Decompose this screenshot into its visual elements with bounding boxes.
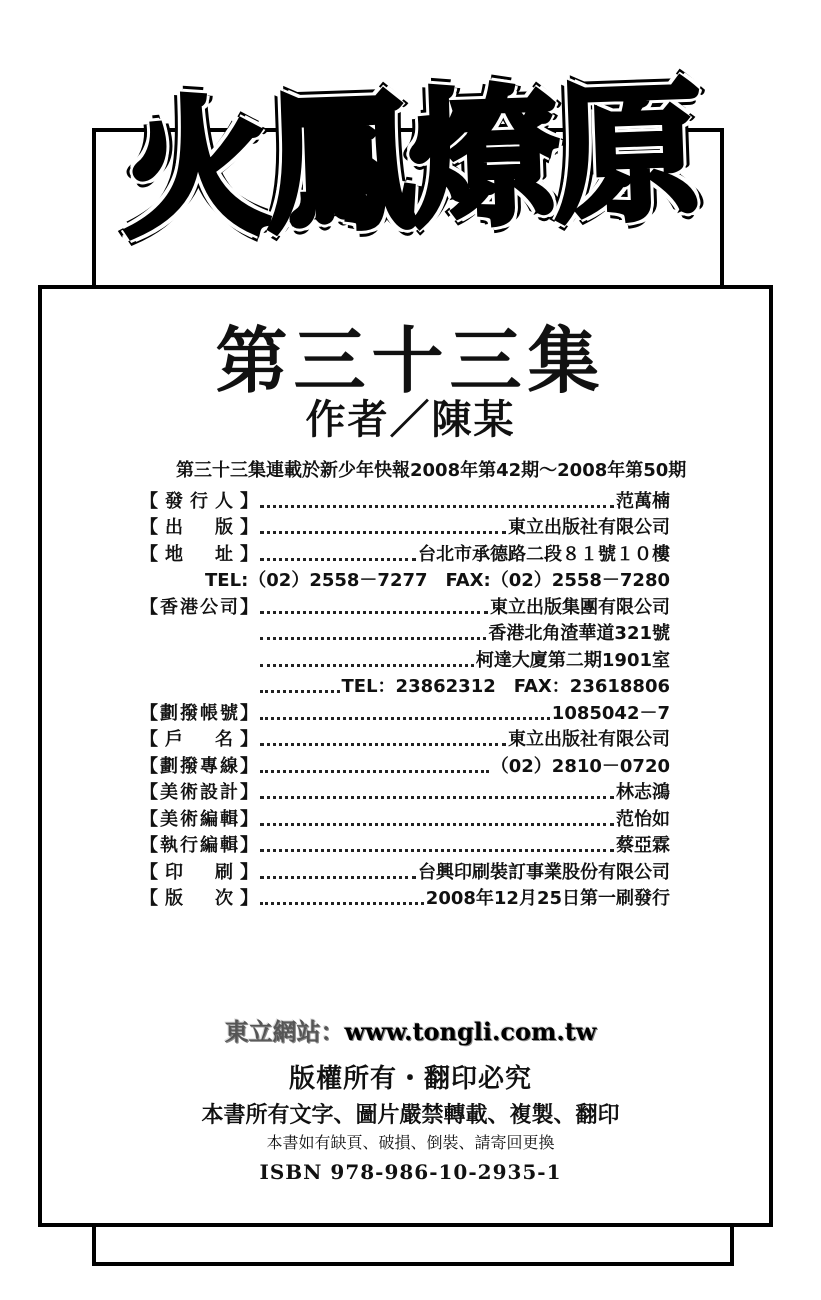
- credit-label-text: 【發行人】: [140, 490, 258, 512]
- credit-label-text: 【執行編輯】: [140, 835, 258, 856]
- copyright-notice: 版權所有・翻印必究: [288, 1064, 532, 1094]
- credit-label: [140, 540, 258, 566]
- credit-label-text: 【出 版】: [140, 517, 258, 538]
- credit-label-text: 【版 次】: [140, 888, 258, 909]
- credit-label-text: 【地 址】: [140, 543, 258, 565]
- leader-dots: [260, 770, 489, 773]
- series-title: 火鳳燎原: [119, 66, 701, 258]
- credit-label: [140, 725, 258, 751]
- credit-row: [140, 619, 670, 646]
- leader-dots: [260, 717, 550, 720]
- leader-dots: [260, 743, 506, 746]
- serial-note: 第三十三集連載於新少年快報2008年第42期～2008年第50期: [176, 460, 687, 481]
- credit-label-text: 【劃撥帳號】: [140, 702, 258, 724]
- credit-row: [140, 884, 670, 911]
- isbn: ISBN 978-986-10-2935-1: [259, 1160, 562, 1184]
- credit-value: 柯達大廈第二期1901室: [475, 649, 670, 671]
- credit-row: [140, 672, 670, 699]
- credit-label-text: 【印 刷】: [140, 861, 258, 883]
- credit-value: 2008年12月25日第一刷發行: [425, 888, 670, 909]
- leader-dots: [260, 796, 614, 799]
- bottom-frame: [92, 1226, 734, 1266]
- leader-dots: [260, 637, 486, 640]
- credit-label-text: 【美術編輯】: [140, 808, 258, 830]
- credit-label: [140, 593, 258, 619]
- credit-row: [140, 804, 670, 831]
- credit-label: [140, 699, 258, 725]
- website-label: 東立網站：: [224, 1017, 345, 1046]
- return-notice: 本書如有缺頁、破損、倒裝、請寄回更換: [266, 1133, 555, 1152]
- credit-row: [140, 513, 670, 540]
- author-line: 作者／陳某: [305, 396, 516, 443]
- credit-label: [140, 884, 258, 910]
- credit-label: [140, 752, 258, 778]
- leader-dots: [260, 664, 474, 667]
- leader-dots: [260, 611, 488, 614]
- credit-value: 蔡亞霖: [616, 835, 670, 856]
- website-line[interactable]: [0, 1012, 821, 1047]
- credit-row: [140, 751, 670, 778]
- credit-row: [140, 566, 670, 593]
- credit-value: TEL:（02）2558－7277 FAX:（02）2558－7280: [205, 570, 670, 591]
- leader-dots: [260, 876, 416, 879]
- credit-label: [140, 513, 258, 539]
- credit-label-text: 【香港公司】: [140, 596, 258, 618]
- credit-value: 范萬楠: [616, 490, 670, 512]
- credit-value: 東立出版集團有限公司: [490, 596, 670, 618]
- credit-row: [140, 778, 670, 805]
- reproduction-notice: 本書所有文字、圖片嚴禁轉載、複製、翻印: [201, 1102, 620, 1128]
- leader-dots: [260, 849, 614, 852]
- credit-value: 東立出版社有限公司: [508, 729, 670, 750]
- credit-row: [140, 539, 670, 566]
- credit-label: [140, 831, 258, 857]
- credit-label: [140, 778, 258, 804]
- credit-row: [140, 831, 670, 858]
- credit-row: [140, 486, 670, 513]
- leader-dots: [260, 531, 506, 534]
- credits-list: [140, 486, 670, 910]
- website-url[interactable]: www.tongli.com.tw: [344, 1017, 597, 1046]
- credit-row: [140, 857, 670, 884]
- credit-label: [140, 805, 258, 831]
- credit-label-text: 【劃撥專線】: [140, 755, 258, 777]
- volume-title: 第三十三集: [215, 318, 606, 403]
- credit-label-text: 【戶 名】: [140, 729, 258, 750]
- leader-dots: [260, 902, 424, 905]
- leader-dots: [260, 823, 614, 826]
- credit-value: 台北市承德路二段８１號１０樓: [418, 543, 670, 565]
- credit-value: 香港北角渣華道321號: [488, 623, 670, 644]
- credit-value: （02）2810－0720: [490, 755, 670, 777]
- credit-value: 台興印刷裝訂事業股份有限公司: [418, 861, 670, 883]
- leader-dots: [260, 505, 614, 508]
- credit-value: 1085042－7: [551, 702, 670, 724]
- leader-dots: [260, 558, 416, 561]
- credit-value: 范怡如: [616, 808, 670, 830]
- credit-value: 東立出版社有限公司: [508, 517, 670, 538]
- credit-label: [140, 487, 258, 513]
- leader-dots: [260, 690, 340, 693]
- credit-value: 林志鴻: [616, 782, 670, 803]
- credit-row: [140, 645, 670, 672]
- credit-value: TEL：23862312 FAX：23618806: [341, 676, 670, 697]
- credit-row: [140, 592, 670, 619]
- credit-row: [140, 698, 670, 725]
- credit-label: [140, 858, 258, 884]
- credit-row: [140, 725, 670, 752]
- credit-label-text: 【美術設計】: [140, 782, 258, 803]
